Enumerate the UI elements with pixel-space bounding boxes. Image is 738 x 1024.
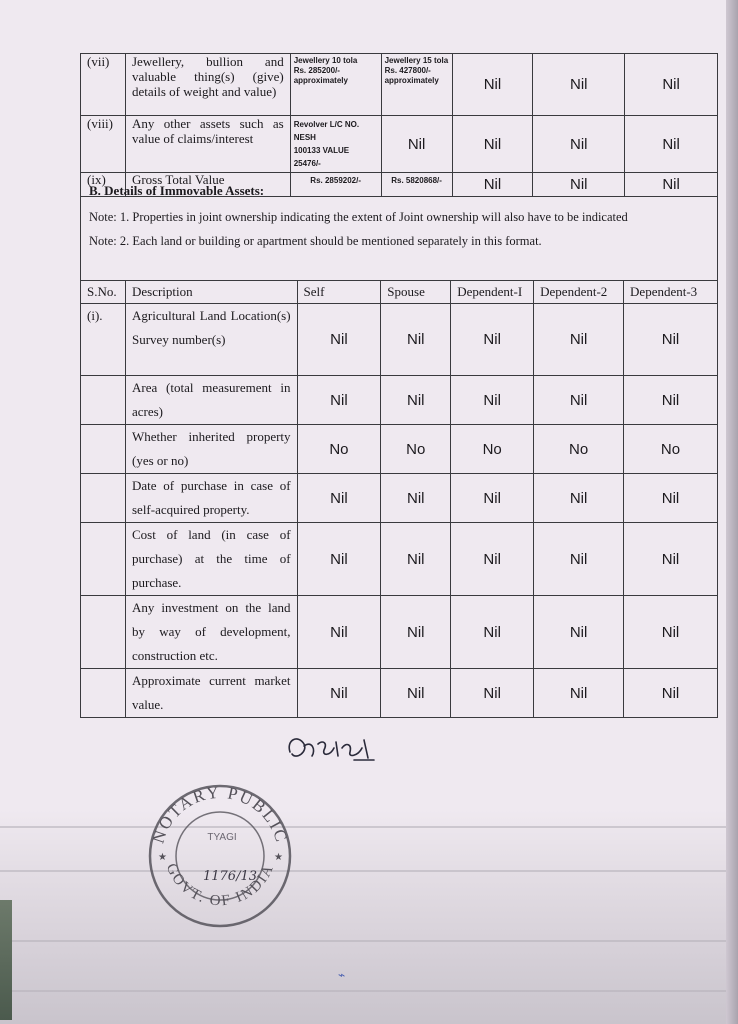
value-cell: No: [451, 425, 534, 474]
value-cell: Nil: [451, 376, 534, 425]
value-cell: Nil: [534, 304, 624, 376]
description-cell: Jewellery, bullion and valuable thing(s) (give) details of weight and value): [125, 54, 290, 116]
scan-line: [0, 870, 738, 872]
description-cell: Cost of land (in case of purchase) at the time of purchase.: [125, 523, 297, 596]
sno-cell: [81, 474, 126, 523]
table-header-row: [81, 281, 718, 304]
self-cell: Revolver L/C NO. NESH 100133 VALUE 25476/-: [290, 116, 381, 173]
value-cell: No: [624, 425, 718, 474]
dependent1-cell: Nil: [452, 173, 533, 197]
value-cell: Nil: [451, 669, 534, 718]
dependent2-cell: Nil: [533, 116, 625, 173]
scan-edge: [0, 900, 12, 1020]
svg-text:TYAGI: TYAGI: [207, 832, 237, 843]
value-cell: Nil: [381, 523, 451, 596]
dependent3-cell: Nil: [625, 116, 718, 173]
value-cell: Nil: [534, 596, 624, 669]
section-heading: B. Details of Immovable Assets:: [89, 183, 265, 198]
sno-cell: [81, 376, 126, 425]
signature-image: [282, 730, 382, 770]
value-cell: Nil: [534, 376, 624, 425]
value-cell: Nil: [297, 596, 381, 669]
value-cell: Nil: [534, 523, 624, 596]
value-cell: Nil: [381, 376, 451, 425]
value-cell: Nil: [534, 474, 624, 523]
value-cell: Nil: [624, 669, 718, 718]
table-row: [81, 669, 718, 718]
value-cell: No: [381, 425, 451, 474]
dependent2-cell: Nil: [533, 173, 625, 197]
section-b: [80, 162, 718, 280]
description-cell: Gross Total Value: [125, 173, 290, 197]
value-cell: Nil: [624, 596, 718, 669]
value-cell: Nil: [534, 669, 624, 718]
value-cell: No: [297, 425, 381, 474]
value-cell: Nil: [624, 474, 718, 523]
value-cell: Nil: [451, 596, 534, 669]
table-row: [81, 54, 718, 116]
sno-cell: (ix): [81, 173, 126, 197]
self-cell: Jewellery 10 tola Rs. 285200/- approximately: [290, 54, 381, 116]
table-row: [81, 523, 718, 596]
dependent3-cell: Nil: [625, 54, 718, 116]
notary-stamp: [140, 776, 300, 936]
table-row: [81, 425, 718, 474]
sno-cell: [81, 669, 126, 718]
header-description: Description: [125, 281, 297, 304]
scan-line: [0, 990, 738, 992]
value-cell: No: [534, 425, 624, 474]
value-cell: Nil: [297, 376, 381, 425]
sno-cell: [81, 425, 126, 474]
description-cell: Date of purchase in case of self-acquired property.: [125, 474, 297, 523]
sno-cell: (vii): [81, 54, 126, 116]
value-cell: Nil: [381, 474, 451, 523]
svg-text:1176/13: 1176/13: [202, 869, 258, 884]
dependent1-cell: Nil: [452, 116, 533, 173]
sno-cell: (i).: [81, 304, 126, 376]
sno-cell: (viii): [81, 116, 126, 173]
value-cell: Nil: [451, 474, 534, 523]
description-cell: Whether inherited property (yes or no): [125, 425, 297, 474]
table-row: [81, 376, 718, 425]
value-cell: Nil: [624, 304, 718, 376]
header-spouse: Spouse: [381, 281, 451, 304]
table-row: [81, 304, 718, 376]
value-cell: Nil: [381, 669, 451, 718]
table-row: [81, 596, 718, 669]
svg-text:GOVT. OF INDIA: GOVT. OF INDIA: [162, 861, 278, 910]
header-self: Self: [297, 281, 381, 304]
dependent1-cell: Nil: [452, 54, 533, 116]
description-cell: Any other assets such as value of claims/interest: [125, 116, 290, 173]
table-row: [81, 474, 718, 523]
value-cell: Nil: [297, 669, 381, 718]
value-cell: Nil: [297, 523, 381, 596]
scan-line: [0, 940, 738, 942]
header-dependent2: Dependent-2: [534, 281, 624, 304]
spouse-cell: Jewellery 15 tola Rs. 427800/- approximately: [381, 54, 452, 116]
immovable-assets-table: [80, 280, 718, 718]
value-cell: Nil: [451, 304, 534, 376]
scan-mark: ⌁: [338, 968, 346, 982]
spouse-cell: Rs. 5820868/-: [381, 173, 452, 197]
value-cell: Nil: [624, 523, 718, 596]
description-cell: Area (total measurement in acres): [125, 376, 297, 425]
spouse-cell: Nil: [381, 116, 452, 173]
svg-text:★: ★: [158, 852, 167, 863]
value-cell: Nil: [381, 304, 451, 376]
value-cell: Nil: [297, 304, 381, 376]
description-cell: Any investment on the land by way of development, construction etc.: [125, 596, 297, 669]
svg-text:NOTARY PUBLIC: NOTARY PUBLIC: [148, 782, 292, 846]
header-dependent1: Dependent-I: [451, 281, 534, 304]
description-cell: Agricultural Land Location(s) Survey number(s): [125, 304, 297, 376]
note-1: Note: 1. Properties in joint ownership indicating the extent of Joint ownership will also have to be indicated: [89, 210, 628, 224]
page-edge: [726, 0, 738, 1024]
header-dependent3: Dependent-3: [624, 281, 718, 304]
dependent3-cell: Nil: [625, 173, 718, 197]
dependent2-cell: Nil: [533, 54, 625, 116]
description-cell: Approximate current market value.: [125, 669, 297, 718]
self-cell: Rs. 2859202/-: [290, 173, 381, 197]
value-cell: Nil: [381, 596, 451, 669]
header-sno: S.No.: [81, 281, 126, 304]
value-cell: Nil: [624, 376, 718, 425]
scan-line: [0, 826, 738, 828]
value-cell: Nil: [297, 474, 381, 523]
sno-cell: [81, 523, 126, 596]
svg-text:★: ★: [274, 852, 283, 863]
value-cell: Nil: [451, 523, 534, 596]
note-2: Note: 2. Each land or building or apartment should be mentioned separately in this format.: [89, 234, 542, 248]
sno-cell: [81, 596, 126, 669]
